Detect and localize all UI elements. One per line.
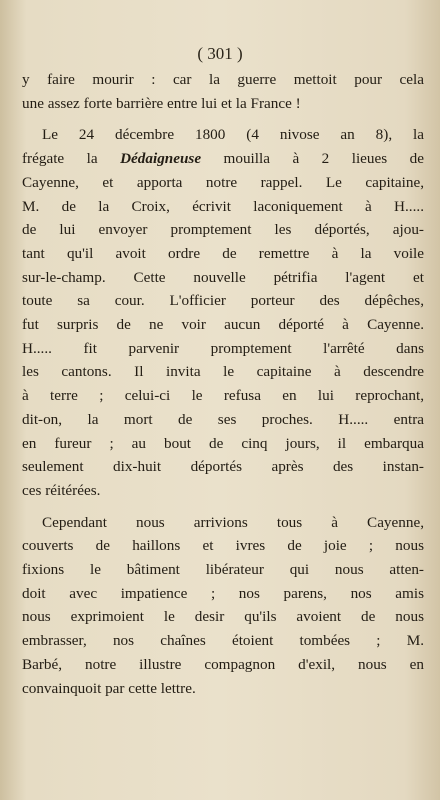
text-line: fut surpris de ne voir aucun déporté à Cayenne. — [22, 316, 424, 334]
text-line: les cantons. Il invita le capitaine à descendre — [22, 363, 424, 381]
text-line: H..... fit parvenir promptement l'arrêté dans — [22, 339, 424, 357]
text-line: tant qu'il avoit ordre de remettre à la voile — [22, 244, 424, 262]
text-line: y faire mourir : car la guerre mettoit pour cela — [22, 71, 424, 88]
text-line: couverts de haillons et ivres de joie ; nous — [22, 537, 424, 555]
text-line: Barbé, notre illustre compagnon d'exil, nous en — [22, 655, 424, 673]
text-fragment: mouilla à 2 lieues de — [201, 150, 424, 168]
text-line: dit-on, la mort de ses proches. H..... entra — [22, 410, 424, 428]
text-line: en fureur ; au bout de cinq jours, il embarqua — [22, 434, 424, 452]
text-line: toute sa cour. L'officier porteur des dépêches, — [22, 292, 424, 310]
text-line: seulement dix-huit déportés après des instan- — [22, 458, 424, 476]
text-line: doit avec impatience ; nos parens, nos amis — [22, 584, 424, 602]
page-number: ( 301 ) — [197, 44, 243, 63]
text-line: une assez forte barrière entre lui et la France ! — [22, 94, 301, 112]
text-line: Cayenne, et apporta notre rappel. Le capitaine, — [22, 173, 424, 191]
text-line: fixions le bâtiment libérateur qui nous atten- — [22, 561, 424, 579]
paragraph-1 — [22, 68, 424, 115]
paragraph-3 — [22, 511, 424, 701]
text-line: sur-le-champ. Cette nouvelle pétrifia l'agent et — [22, 268, 424, 286]
text-line: de lui envoyer promptement les déportés, ajou- — [22, 221, 424, 239]
text-line: à terre ; celui-ci le refusa en lui reprochant, — [22, 387, 424, 405]
text-line-ship — [22, 147, 424, 171]
text-fragment: frégate la — [22, 150, 121, 168]
text-line: convainquoit par cette lettre. — [22, 679, 196, 697]
text-line: embrasser, nos chaînes étoient tombées ; M. — [22, 632, 424, 650]
paragraph-2 — [22, 123, 424, 502]
text-line: Le 24 décembre 1800 (4 nivose an 8), la — [42, 126, 424, 144]
text-line: M. de la Croix, écrivit laconiquement à H..... — [22, 197, 424, 215]
text-line: nous exprimoient le desir qu'ils avoient de nous — [22, 608, 424, 626]
text-line: ces réitérées. — [22, 481, 101, 499]
ship-name: Dédaigneuse — [120, 150, 202, 168]
text-line: Cependant nous arrivions tous à Cayenne, — [42, 513, 424, 531]
page-body — [22, 68, 424, 700]
